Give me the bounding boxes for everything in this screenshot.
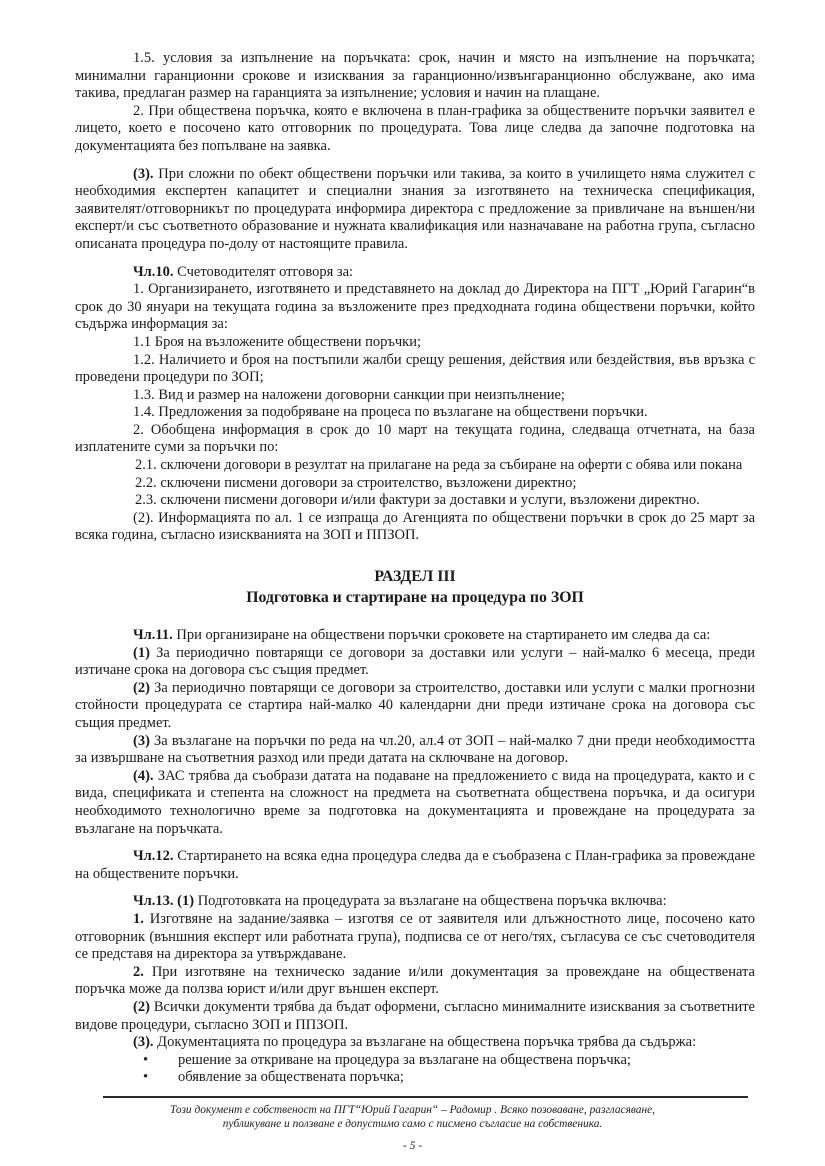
bullet-text: обявление за обществената поръчка; [178,1069,404,1086]
paragraph-text: 1. Организирането, изготвянето и представянето на доклад до Директора на ПГТ „Юрий Гагарин“в срок до 30 януари на текущата година за възложените през предходната година обществени поръчки, който съдържа информация за: [75,281,755,333]
bullet-text: решение за откриване на процедура за възлагане на обществена поръчка; [178,1051,631,1068]
paragraph-lead: (2) [133,679,150,696]
list-item [75,422,755,457]
list-item [75,457,755,475]
paragraph-lead: (2) [133,998,150,1015]
paragraph-text: При сложни по обект обществени поръчки или такива, за които в училището няма служител с необходимия експертен капацитет и специални знания за изготвянето на техническа спецификация, заявителят/отговорникът по процедурата информира директора с предложение за привличане на външен/ни експерт/и със съответното образование и нужната квалификация или назначаване на работна група, съгласно описаната процедура по-долу от настоящите правила. [75,165,755,252]
paragraph-text: За периодично повтарящи се договори за доставки или услуги – най-малко 6 месеца, преди изтичане срока на договора със същия предмет. [75,644,755,679]
page-footer [0,1096,825,1152]
body-text-paragraph [75,680,755,733]
footer-note-line1: Този документ е собственост на ПГТ“Юрий Гагарин“ – Радомир . Всяко позоваване, разгласяване, [169,1103,656,1116]
list-item [75,352,755,387]
paragraph-text: 2. При обществена поръчка, която е включена в план-графика за обществените поръчки заявител е лицето, което е посочено като отговорник по процедурата. Това лице следва да започне подготовка на документацията без попълване на заявка. [75,102,755,154]
body-text-paragraph [75,510,755,545]
list-item [75,404,755,422]
paragraph-text: 2.3. сключени писмени договори и/или фактури за доставки и услуги, възложени директно. [135,492,700,509]
section-number: РАЗДЕЛ III [374,568,456,586]
article-paragraph [75,627,755,645]
paragraph-text: При организиране на обществени поръчки сроковете на стартирането им следва да са: [172,627,711,644]
paragraph-lead: (3). [133,1034,154,1051]
paragraph-text: (2). Информацията по ал. 1 се изпраща до Агенцията по обществени поръчки в срок до 25 март за всяка година, съгласно изискванията на ЗОП и ППЗОП. [75,509,755,544]
body-text-paragraph [75,1034,755,1052]
paragraph-lead: 1. [133,910,144,927]
list-item [75,475,755,493]
footer-note-line2: публикуване и ползване е допустимо само с писмено съгласие на собственика. [222,1118,603,1131]
list-item [75,492,755,510]
paragraph-text: Всички документи трябва да бъдат оформени, съгласно минималните изисквания за съответните видове процедури, съгласно ЗОП и ППЗОП. [75,998,755,1033]
bullet-list-item [75,1069,755,1087]
article-paragraph [75,264,755,282]
list-item [75,334,755,352]
body-text-paragraph [75,645,755,680]
list-item [75,911,755,964]
paragraph-text: Изготвяне на задание/заявка – изготвя се от заявителя или длъжностното лице, посочено като отговорник (външния експерт или работната група), подписва се от него/тях, съгласува се със счетоводителя се представя на директора за утвърждаване. [75,910,755,963]
article-lead: Чл.10. [133,263,174,280]
paragraph-lead: (3) [133,732,150,749]
bullet-icon: • [143,1069,149,1086]
article-lead: Чл.12. [133,848,174,865]
paragraph-text: Подготовката на процедурата за възлагане на обществена поръчка включва: [194,893,667,910]
paragraph-text: За периодично повтарящи се договори за строителство, доставки или услуги с малки прогнозни стойности процедурата се стартира най-малко 40 календарни дни преди изтичане срока на договора със същия предмет. [75,679,755,731]
page-number: - 5 - [402,1139,423,1152]
body-text-paragraph [75,166,755,254]
paragraph-lead: (1) [133,644,150,661]
paragraph-text: 2. Обобщена информация в срок до 10 март на текущата година, следваща отчетната, на база изплатените суми за поръчки по: [75,421,755,456]
article-paragraph [75,893,755,911]
paragraph-text: 1.1 Броя на възложените обществени поръчки; [133,333,422,350]
paragraph-text: Счетоводителят отговоря за: [173,263,354,280]
footer-divider [103,1096,748,1098]
paragraph-text: Документацията по процедура за възлагане на обществена поръчка трябва да съдържа: [153,1034,697,1051]
paragraph-text: 2.2. сключени писмени договори за строителство, възложени директно; [135,474,577,491]
body-text-paragraph [75,733,755,768]
paragraph-text: При изготвяне на техническо задание и/или документация за провеждане на обществената поръчка може да ползва юрист и/или друг външен експерт. [75,963,755,998]
body-text-paragraph [75,768,755,838]
paragraph-text: 1.4. Предложения за подобряване на процеса по възлагане на обществени поръчки. [133,404,648,421]
paragraph-text: 1.3. Вид и размер на наложени договорни санкции при неизпълнение; [133,386,565,403]
article-lead: Чл.13. (1) [133,893,195,910]
paragraph-lead: (4). [133,767,154,784]
paragraph-text: За възлагане на поръчки по реда на чл.20, ал.4 от ЗОП – най-малко 7 дни преди необходимостта за извършване на съответния разход или преди датата на сключване на договор. [75,732,755,767]
bullet-icon: • [143,1051,149,1068]
body-text-paragraph [75,999,755,1034]
list-item [75,387,755,405]
paragraph-text: Стартирането на всяка една процедура следва да е съобразена с План-графика за провеждане на обществените поръчки. [75,848,755,882]
body-text-paragraph [75,50,755,103]
list-item [75,964,755,999]
paragraph-lead: 2. [133,963,144,980]
body-text-paragraph [75,103,755,156]
paragraph-lead: (3). [133,165,154,182]
paragraph-text: 1.5. условия за изпълнение на поръчката: срок, начин и място на изпълнение на поръчката; минимални гаранционни срокове и изисквания за гаранционно/извънгаранционно обслужване, ако има такива, предлаган размер на гаранцията за изпълнение; условия и начин на плащане. [75,50,755,102]
article-lead: Чл.11. [133,627,173,644]
footer-note [0,1103,825,1132]
section-title: Подготовка и стартиране на процедура по ЗОП [246,589,584,607]
article-paragraph [75,848,755,883]
list-item [75,281,755,334]
paragraph-text: 2.1. сключени договори в резултат на прилагане на реда за събиране на оферти с обява или покана [135,457,743,474]
section-heading [75,566,755,608]
bullet-list-item [75,1052,755,1070]
paragraph-text: ЗАС трябва да съобрази датата на подаване на предложението с вида на процедурата, както и с вида, спецификата и степента на сложност на предмета на съответната обществена поръчка, и да осигури необходимото технологично време за подготовка на документацията и провеждане на процедурата за възлагане на поръчката. [75,767,755,837]
paragraph-text: 1.2. Наличието и броя на постъпили жалби срещу решения, действия или бездействия, във връзка с проведени процедури по ЗОП; [75,351,755,386]
